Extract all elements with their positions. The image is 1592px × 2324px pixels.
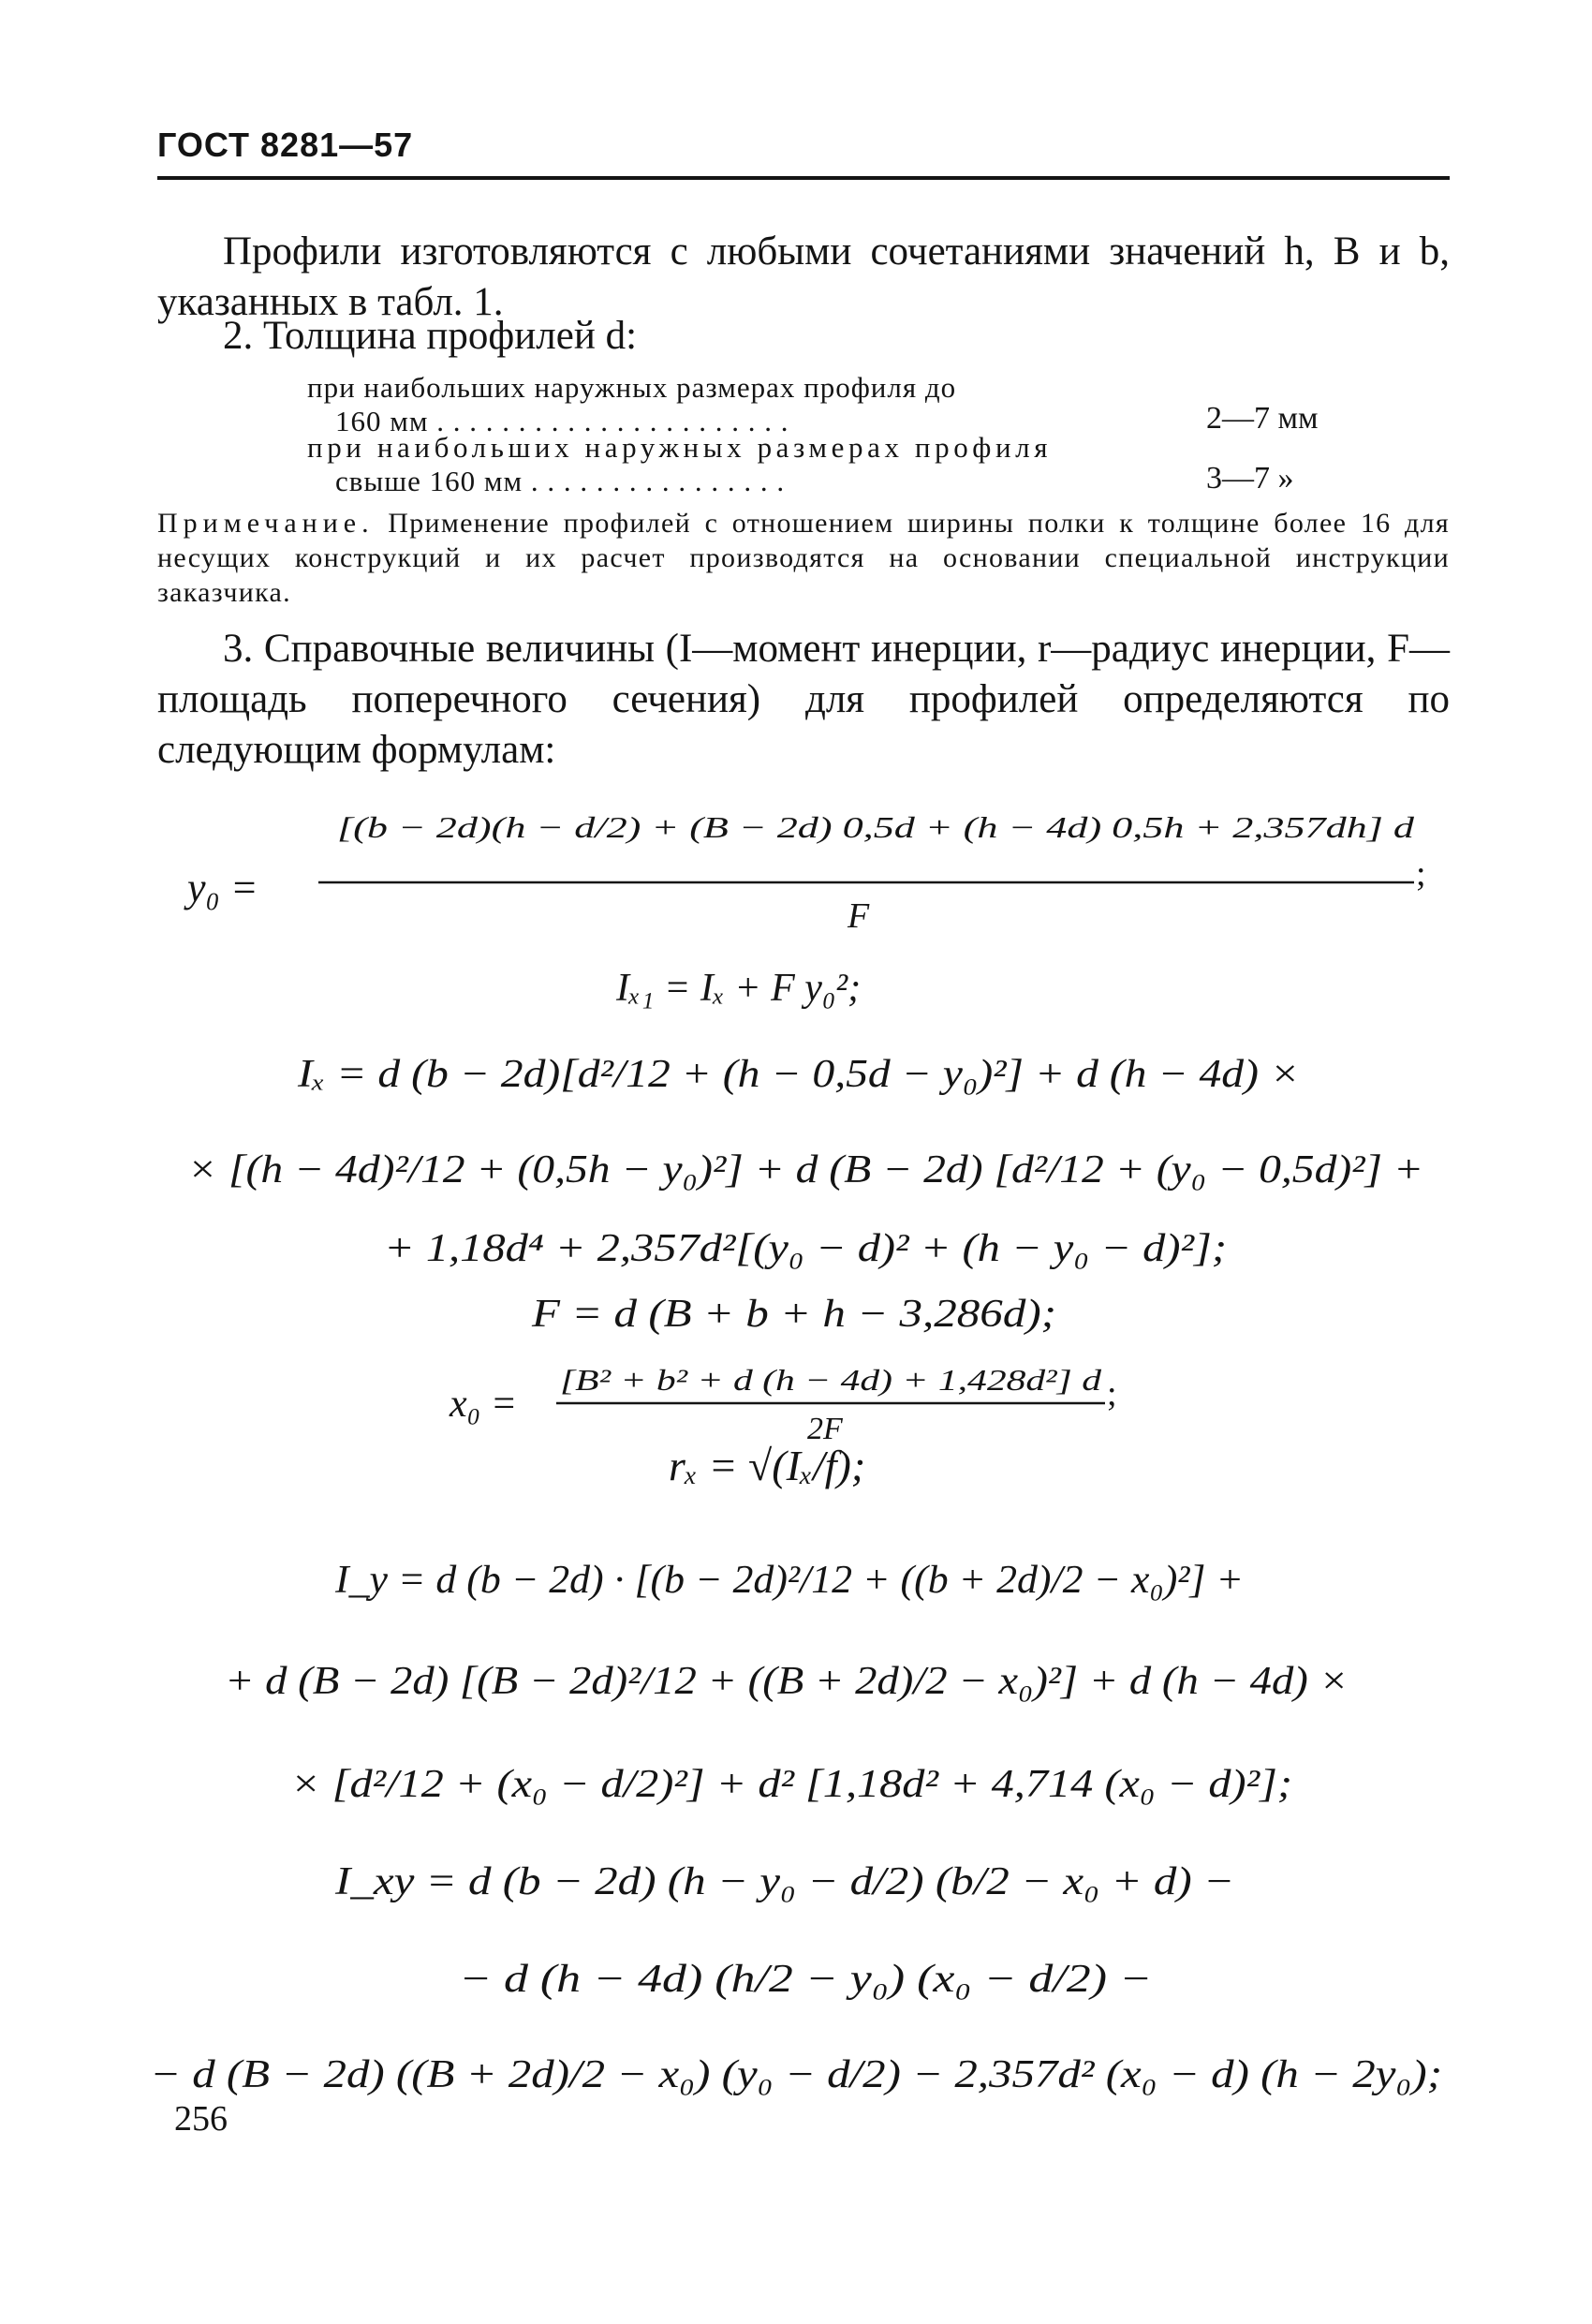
thickness-row1-line1: при наибольших наружных размерах профиля до — [307, 371, 957, 404]
formula-iy-line1: I_y = d (b − 2d) · [(b − 2d)²/12 + ((b + 2d)/2 − x₀)²] + — [333, 1559, 1244, 1602]
formula-iy-line3: × [d²/12 + (x₀ − d/2)²] + d² [1,18d² + 4,714 (x₀ − d)²]; — [290, 1763, 1292, 1806]
thickness-row1-line2: 160 мм . . . . . . . . . . . . . . . . . . . . . . — [335, 405, 789, 437]
note-label: Примечание. — [157, 508, 375, 539]
formula-y0-lhs: y₀ = — [187, 865, 258, 910]
formula-y0-semicolon: ; — [1416, 854, 1426, 894]
paragraph-profiles: Профили изготовляются с любыми сочетаниями значений h, B и b, указанных в табл. 1. — [157, 229, 1450, 324]
formula-ix-line1: Iₓ = d (b − 2d)[d²/12 + (h − 0,5d − y₀)²] + d (h − 4d) × — [296, 1053, 1301, 1096]
thickness-row1-value: 2—7 мм — [1206, 401, 1319, 436]
formula-y0-numerator: [(b − 2d)(h − d/2) + (B − 2d) 0,5d + (h − 4d) 0,5h + 2,357dh] d — [337, 810, 1416, 844]
formula-ix1: Iₓ₁ = Iₓ + F y₀²; — [616, 967, 862, 1010]
formula-rx: rₓ = √(Iₓ/f); — [669, 1442, 866, 1489]
note-text: Применение профилей с отношением ширины полки к толщине более 16 для несущих конструкций и их расчет производятся на основании специальной инструкции заказчика. — [157, 508, 1450, 608]
formula-x0-semicolon: ; — [1107, 1374, 1117, 1414]
page-number: 256 — [174, 2099, 228, 2139]
formula-x0-denominator: 2F — [807, 1412, 843, 1446]
document-header: ГОСТ 8281—57 — [157, 126, 414, 164]
formula-ix-line3: + 1,18d⁴ + 2,357d²[(y₀ − d)² + (h − y₀ − d)²]; — [384, 1227, 1227, 1270]
formula-f: F = d (B + b + h − 3,286d); — [530, 1293, 1056, 1336]
formula-x0-numerator: [B² + b² + d (h − 4d) + 1,428d²] d — [560, 1363, 1103, 1397]
thickness-row2-line1: при наибольших наружных размерах профиля — [307, 431, 1053, 464]
thickness-row2-line2: свыше 160 мм . . . . . . . . . . . . . . . . — [335, 465, 786, 497]
formula-ixy-line1: I_xy = d (b − 2d) (h − y₀ − d/2) (b/2 − x₀ + d) − — [333, 1860, 1234, 1903]
formula-y0-denominator: F — [848, 896, 870, 936]
section-2-title: 2. Толщина профилей d: — [223, 314, 638, 358]
formula-ixy-line2: − d (h − 4d) (h/2 − y₀) (x₀ − d/2) − — [459, 1958, 1152, 2001]
formula-x0-lhs: x₀ = — [450, 1383, 518, 1426]
formula-iy-line2: + d (B − 2d) [(B − 2d)²/12 + ((B + 2d)/2 − x₀)²] + d (h − 4d) × — [225, 1660, 1349, 1703]
thickness-row2-value: 3—7 » — [1206, 461, 1294, 496]
formula-ixy-line3: − d (B − 2d) ((B + 2d)/2 − x₀) (y₀ − d/2) − 2,357d² (x₀ − d) (h − 2y₀); — [150, 2053, 1442, 2096]
formula-ix-line2: × [(h − 4d)²/12 + (0,5h − y₀)²] + d (B − 2d) [d²/12 + (y₀ − 0,5d)²] + — [187, 1148, 1423, 1192]
paragraph-reference-values: 3. Справочные величины (I—момент инерции, r—радиус инерции, F—площадь поперечного сечения) для профилей определяются по следующим формулам: — [157, 627, 1450, 772]
